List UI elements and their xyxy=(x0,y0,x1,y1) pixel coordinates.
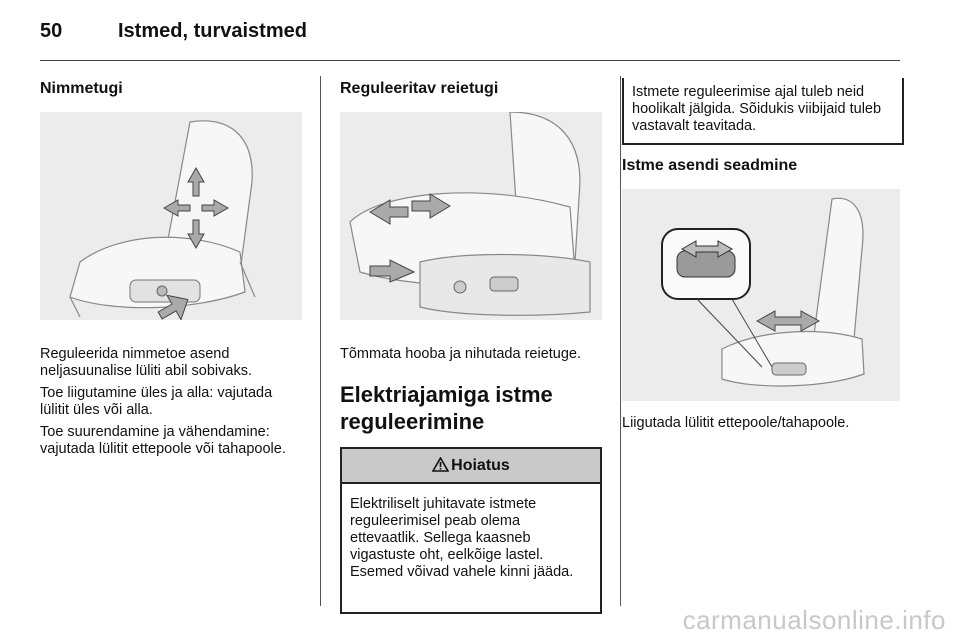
figure-caption: Tõmmata hooba ja nihutada reietuge. xyxy=(340,346,582,362)
paragraph: Toe suurendamine ja vähendamine: vajutada lülitit ettepoole või tahapoole. xyxy=(40,424,286,457)
column-thigh-support xyxy=(340,76,602,614)
section-heading-power-seat: Elektriajamiga istme reguleerimine xyxy=(340,382,553,434)
column-seat-position xyxy=(622,76,902,432)
column-lumbar-support xyxy=(40,76,302,458)
warning-continuation-box: Istmete reguleerimise ajal tuleb neid hoolikalt jälgida. Sõidukis viibijaid tuleb vastavalt teavitada. xyxy=(622,78,904,145)
section-heading-seat-position: Istme asendi seadmine xyxy=(622,157,798,174)
warning-header xyxy=(342,449,600,484)
paragraph: Reguleerida nimmetoe asend neljasuunalise lüliti abil sobivaks. xyxy=(40,346,252,379)
warning-box xyxy=(340,447,602,614)
figure-caption: Liigutada lülitit ettepoole/tahapoole. xyxy=(622,415,850,431)
section-heading-thigh-support: Reguleeritav reietugi xyxy=(340,80,499,97)
seat-position-figure xyxy=(622,189,900,401)
thigh-support-figure xyxy=(340,112,602,320)
warning-triangle-icon xyxy=(432,457,449,472)
column-divider-1 xyxy=(320,76,321,606)
page-title: Istmed, turvaistmed xyxy=(118,20,307,42)
column-divider-2 xyxy=(620,76,621,606)
watermark: carmanualsonline.info xyxy=(682,605,946,635)
header-rule xyxy=(40,60,900,61)
page-number: 50 xyxy=(40,20,63,42)
warning-body: Elektriliselt juhitavate istmete reguleerimisel peab olema ettevaatlik. Sellega kaasneb vigastuste oht, eelkõige lastel. Esemed võivad vahele kinni jääda. xyxy=(350,496,574,580)
lumbar-support-figure xyxy=(40,112,302,320)
paragraph: Toe liigutamine üles ja alla: vajutada lülitit üles või alla. xyxy=(40,385,273,418)
warning-title: Hoiatus xyxy=(451,457,510,474)
section-heading-lumbar: Nimmetugi xyxy=(40,80,123,97)
